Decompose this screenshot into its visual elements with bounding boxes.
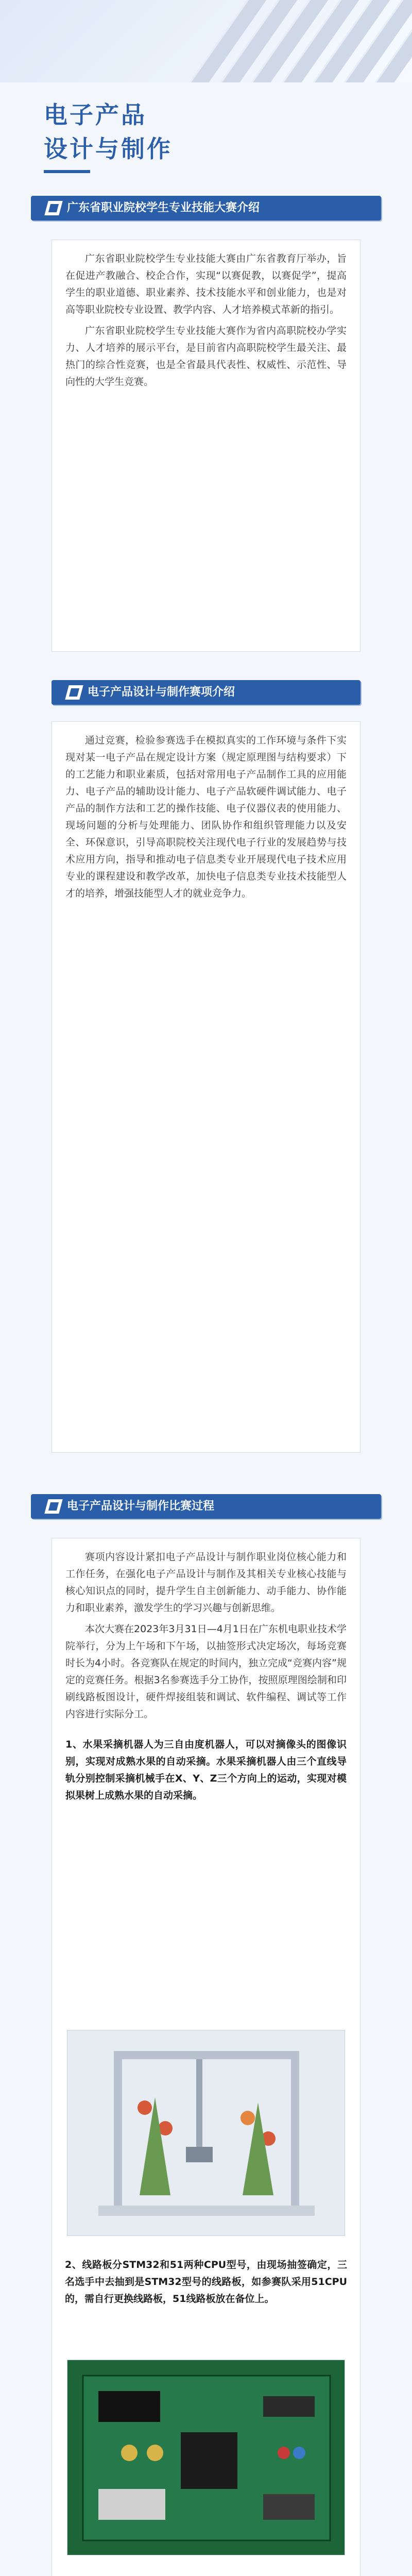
header-banner (0, 0, 412, 82)
paragraph: 赛项内容设计紧扣电子产品设计与制作职业岗位核心能力和工作任务，在强化电子产品设计与制作及其相关专业核心技能与核心知识点的同时，提升学生自主创新能力、动手能力、协作能力和职业素养，激发学生的学习兴趣与创新思维。 (65, 1551, 347, 1614)
page-title (44, 98, 173, 166)
section-header-competition-process (31, 1494, 381, 1519)
paragraph: 通过竞赛，检验参赛选手在模拟真实的工作环境与条件下实现对某一电子产品在规定设计方案（规定原理图与结构要求）下的工艺能力和职业素质，包括对常用电子产品制作工具的应用能力、电子产品的辅助设计能力、电子产品软硬件调试能力、电子产品的制作方法和工艺的操作技能、电子仪器仪表的使用能力、现场问题的分析与处理能力、团队协作和组织管理能力以及安全、环保意识，引导高职院校关注现代电子行业的发展趋势与技术应用方向，指导和推动电子信息类专业开展现代电子技术应用专业的课程建设和教学改革，加快电子信息类专业技术技能型人才的培养，增强技能型人才的就业竞争力。 (65, 735, 347, 899)
title-line-1: 电子产品 (44, 101, 147, 129)
item-fruit-robot: 1、水果采摘机器人为三自由度机器人，可以对摘像头的图像识别，实现对成熟水果的自动采摘。水果采摘机器人由三个直线导轨分别控制采摘机械手在X、Y、Z三个方向上的运动，实现对模拟果树上成熟水果的自动采摘。 (65, 1739, 347, 1801)
item-circuit-board: 2、线路板分STM32和51两种CPU型号，由现场抽签确定，三名选手中去抽到是STM32型号的线路板，如参赛队采用51CPU的，需自行更换线路板，51线路板放在备位上。 (65, 2259, 347, 2304)
section-marker-icon (65, 685, 83, 700)
item-controller-text-box (52, 2566, 360, 2576)
section1-text-box (52, 240, 360, 652)
item-board-text-box (52, 2246, 360, 2349)
circuit-board-photo (67, 2360, 345, 2555)
section-marker-icon (44, 201, 63, 215)
paragraph: 广东省职业院校学生专业技能大赛由广东省教育厅举办，旨在促进产教融合、校企合作，实现“以赛促教，以赛促学”，提高学生的职业道德、职业素养、技术技能水平和创业能力，也是对高等职业院校专业设置、教学内容、人才培养模式革新的指引。 (65, 253, 347, 315)
section-header-event-intro (52, 680, 360, 705)
paragraph: 广东省职业院校学生专业技能大赛作为省内高职院校办学实力、人才培养的展示平台，是目前省内高职院校学生最关注、最热门的综合性竞赛，也是全省最具代表性、权威性、示范性、导向性的大学生竞赛。 (65, 325, 347, 387)
section-title: 电子产品设计与制作赛项介绍 (88, 686, 235, 699)
title-underline (44, 170, 90, 173)
section-title: 电子产品设计与制作比赛过程 (67, 1500, 215, 1513)
section2-text-box (52, 721, 360, 1453)
paragraph: 本次大赛在2023年3月31日—4月1日在广东机电职业技术学院举行，分为上午场和下午场，以抽签形式决定场次，每场竞赛时长为4小时。各竞赛队在规定的时间内，独立完成“竞赛内容”规定的竞赛任务。根据3名参赛选手分工协作，按照原理图绘制和印刷线路板图设计，硬件焊接组装和调试、软件编程、调试等工作内容进行实际分工。 (65, 1623, 347, 1720)
title-line-2: 设计与制作 (44, 135, 173, 163)
section-marker-icon (44, 1499, 63, 1514)
fruit-robot-photo (67, 2030, 345, 2236)
section-title: 广东省职业院校学生专业技能大赛介绍 (67, 201, 260, 214)
section-header-competition-intro (31, 196, 381, 221)
